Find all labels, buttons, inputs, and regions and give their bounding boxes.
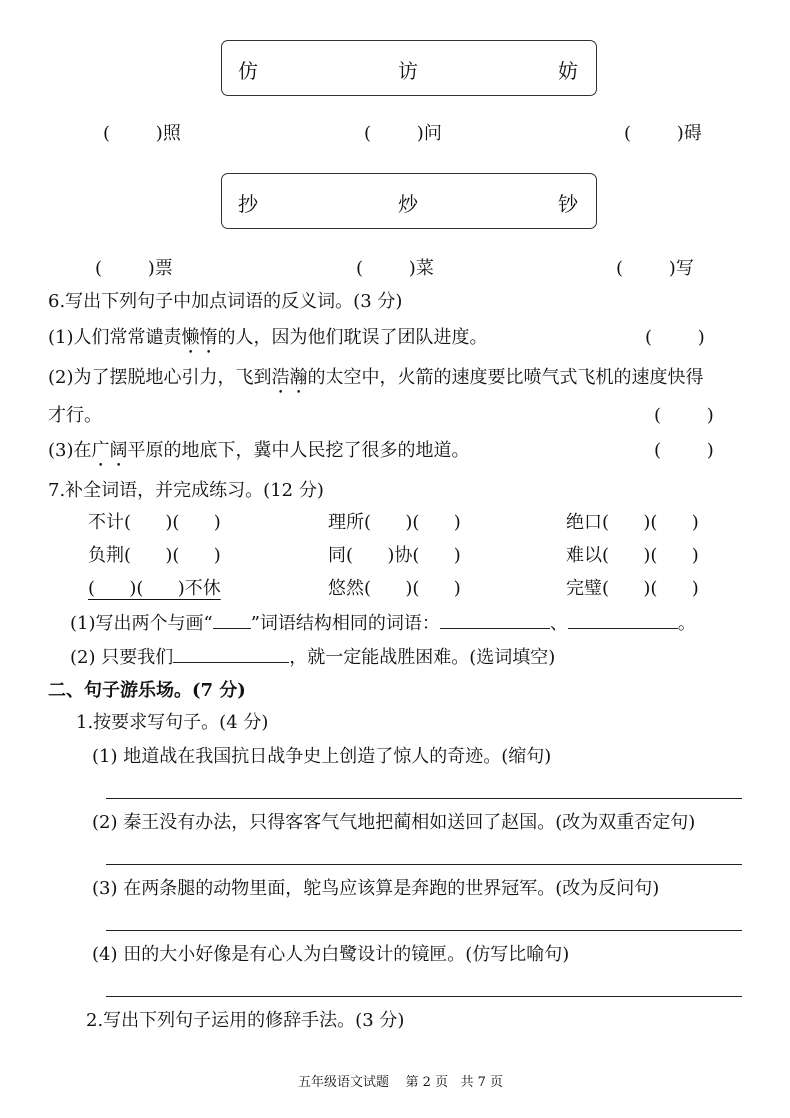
q6-sentence-2-cont: 才行。 xyxy=(48,405,102,426)
answer-paren[interactable]: ( ) xyxy=(654,440,714,461)
answer-paren[interactable]: ( ) xyxy=(645,327,705,348)
box-char: 炒 xyxy=(398,192,418,216)
idiom[interactable]: 不计( )( ) xyxy=(88,512,221,533)
idiom[interactable]: 完璧( )( ) xyxy=(566,578,699,599)
fill-item[interactable]: ( )菜 xyxy=(356,258,434,279)
box-char: 妨 xyxy=(558,59,578,83)
fill-item[interactable]: ( )照 xyxy=(103,123,181,144)
rewrite-item: (3) 在两条腿的动物里面，鸵鸟应该算是奔跑的世界冠军。(改为反问句) xyxy=(92,878,660,899)
answer-line[interactable] xyxy=(106,864,742,865)
q6-title: 6.写出下列句子中加点词语的反义词。(3 分) xyxy=(48,291,403,312)
char-box-1 xyxy=(221,40,597,96)
footer: 五年级语文试题 第 2 页 共 7 页 xyxy=(298,1075,504,1090)
answer-blank[interactable] xyxy=(440,612,550,629)
idiom[interactable]: 理所( )( ) xyxy=(328,512,461,533)
rewrite-item: (4) 田的大小好像是有心人为白鹭设计的镜匣。(仿写比喻句) xyxy=(92,944,570,965)
q6-sentence-1: (1)人们常常谴责懒惰的人，因为他们耽误了团队进度。 xyxy=(48,327,488,348)
idiom[interactable]: 难以( )( ) xyxy=(566,545,699,566)
fill-item[interactable]: ( )碍 xyxy=(624,123,702,144)
fill-item[interactable]: ( )写 xyxy=(616,258,694,279)
box-char: 钞 xyxy=(558,192,578,216)
idiom[interactable]: 负荆( )( ) xyxy=(88,545,221,566)
section-2-title: 二、句子游乐场。(7 分) xyxy=(48,680,246,701)
answer-blank[interactable] xyxy=(568,612,678,629)
answer-blank[interactable] xyxy=(173,646,289,663)
q7-sub-2: (2) 只要我们 ，就一定能战胜困难。(选词填空) xyxy=(70,647,556,668)
idiom[interactable]: 绝口( )( ) xyxy=(566,512,699,533)
s2-q1-title: 1.按要求写句子。(4 分) xyxy=(76,712,269,733)
box-char: 仿 xyxy=(238,59,258,83)
s2-q2-title: 2.写出下列句子运用的修辞手法。(3 分) xyxy=(86,1010,405,1031)
idiom[interactable]: 同( )协( ) xyxy=(328,545,461,566)
rewrite-item: (2) 秦王没有办法，只得客客气气地把蔺相如送回了赵国。(改为双重否定句) xyxy=(92,812,696,833)
q6-sentence-2: (2)为了摆脱地心引力，飞到浩瀚的太空中，火箭的速度要比喷气式飞机的速度快得 xyxy=(48,367,704,388)
answer-line[interactable] xyxy=(106,798,742,799)
answer-line[interactable] xyxy=(106,930,742,931)
fill-item[interactable]: ( )票 xyxy=(95,258,173,279)
char-box-2 xyxy=(221,173,597,229)
answer-line[interactable] xyxy=(106,996,742,997)
q7-title: 7.补全词语，并完成练习。(12 分) xyxy=(48,480,324,501)
q6-sentence-3: (3)在广阔平原的地底下，冀中人民挖了很多的地道。 xyxy=(48,440,470,461)
rewrite-item: (1) 地道战在我国抗日战争史上创造了惊人的奇迹。(缩句) xyxy=(92,746,552,767)
q7-sub-1: (1)写出两个与画“ ”词语结构相同的词语： 、 。 xyxy=(70,613,696,634)
idiom-underlined[interactable]: ( )( )不休 xyxy=(88,578,221,599)
answer-paren[interactable]: ( ) xyxy=(654,405,714,426)
box-char: 访 xyxy=(398,59,418,83)
idiom[interactable]: 悠然( )( ) xyxy=(328,578,461,599)
fill-item[interactable]: ( )问 xyxy=(364,123,442,144)
box-char: 抄 xyxy=(238,192,258,216)
